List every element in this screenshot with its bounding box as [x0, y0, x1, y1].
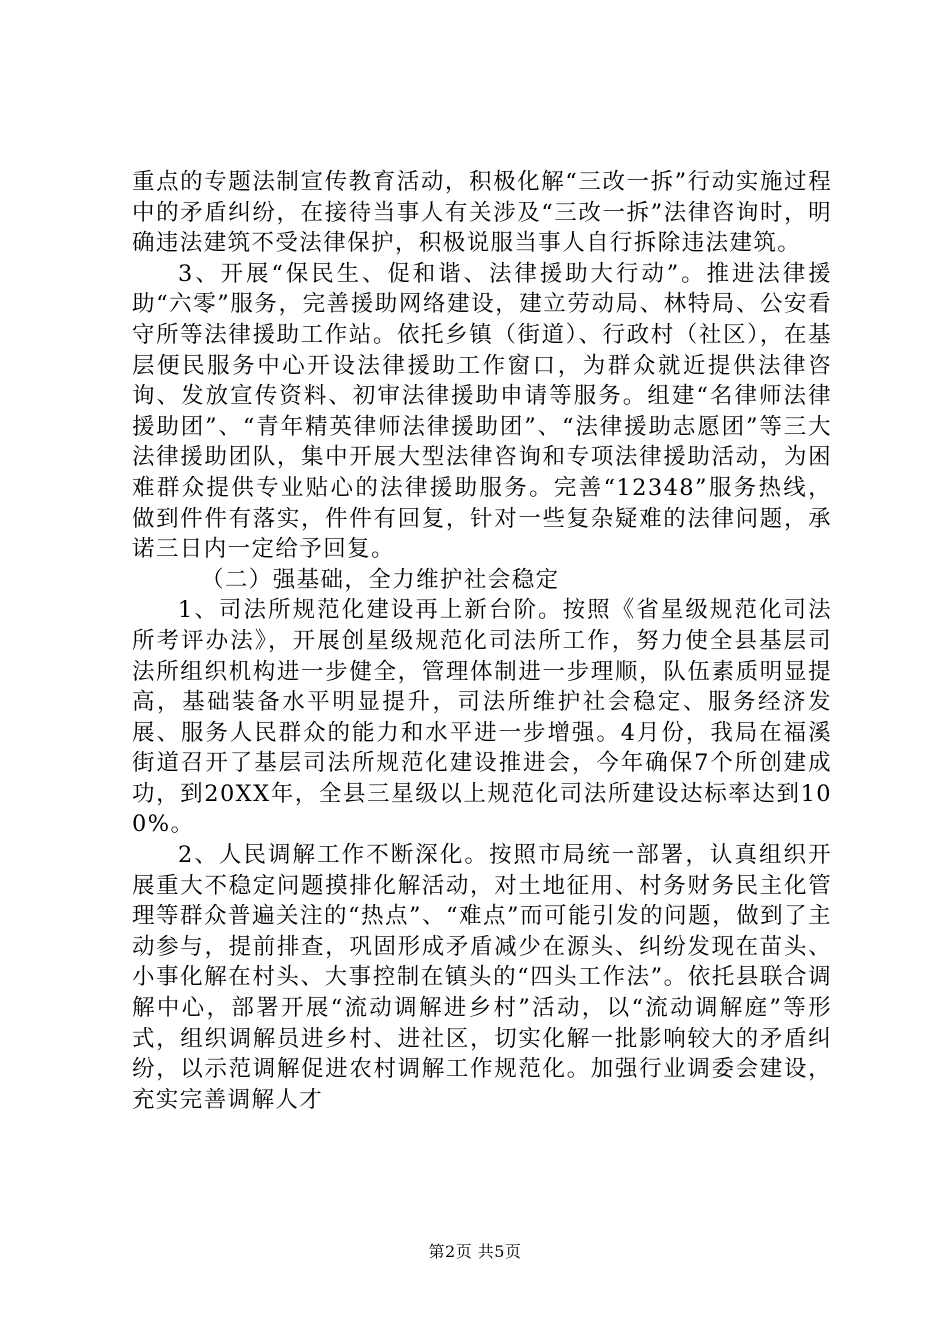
paragraph-judicial-office: 1、司法所规范化建设再上新台阶。按照《省星级规范化司法所考评办法》，开展创星级规范化司法所工作，努力使全县基层司法所组织机构进一步健全，管理体制进一步理顺，队伍素质明显提高，基础装备水平明显提升，司法所维护社会稳定、服务经济发展、服务人民群众的能力和水平进一步增强。4月份，我局在福溪街道召开了基层司法所规范化建设推进会，今年确保7个所创建成功，到20XX年，全县三星级以上规范化司法所建设达标率达到100%。: [132, 597, 832, 838]
section-heading: （二）强基础，全力维护社会稳定: [201, 566, 560, 593]
page-number-footer: 第2页 共5页: [428, 1242, 522, 1261]
paragraph-mediation: 2、人民调解工作不断深化。按照市局统一部署，认真组织开展重大不稳定问题摸排化解活动，对土地征用、村务财务民主化管理等群众普遍关注的“热点”、“难点”而可能引发的问题，做到了主动参与，提前排查，巩固形成矛盾减少在源头、纠纷发现在苗头、小事化解在村头、大事控制在镇头的“四头工作法”。依托县联合调解中心，部署开展“流动调解进乡村”活动，以“流动调解庭”等形式，组织调解员进乡村、进社区，切实化解一批影响较大的矛盾纠纷，以示范调解促进农村调解工作规范化。加强行业调委会建设，充实完善调解人才: [132, 842, 832, 1113]
paragraph-continuation: 重点的专题法制宣传教育活动，积极化解“三改一拆”行动实施过程中的矛盾纠纷，在接待当事人有关涉及“三改一拆”法律咨询时，明确违法建筑不受法律保护，积极说服当事人自行拆除违法建筑。: [132, 169, 832, 257]
document-body: [132, 167, 832, 1115]
paragraph-legal-aid: 3、开展“保民生、促和谐、法律援助大行动”。推进法律援助“六零”服务，完善援助网络建设，建立劳动局、林特局、公安看守所等法律援助工作站。依托乡镇（街道）、行政村（社区），在基层便民服务中心开设法律援助工作窗口，为群众就近提供法律咨询、发放宣传资料、初审法律援助申请等服务。组建“名律师法律援助团”、“青年精英律师法律援助团”、“法律援助志愿团”等三大法律援助团队，集中开展大型法律咨询和专项法律援助活动，为困难群众提供专业贴心的法律援助服务。完善“12348”服务热线，做到件件有落实，件件有回复，针对一些复杂疑难的法律问题，承诺三日内一定给予回复。: [132, 260, 832, 563]
